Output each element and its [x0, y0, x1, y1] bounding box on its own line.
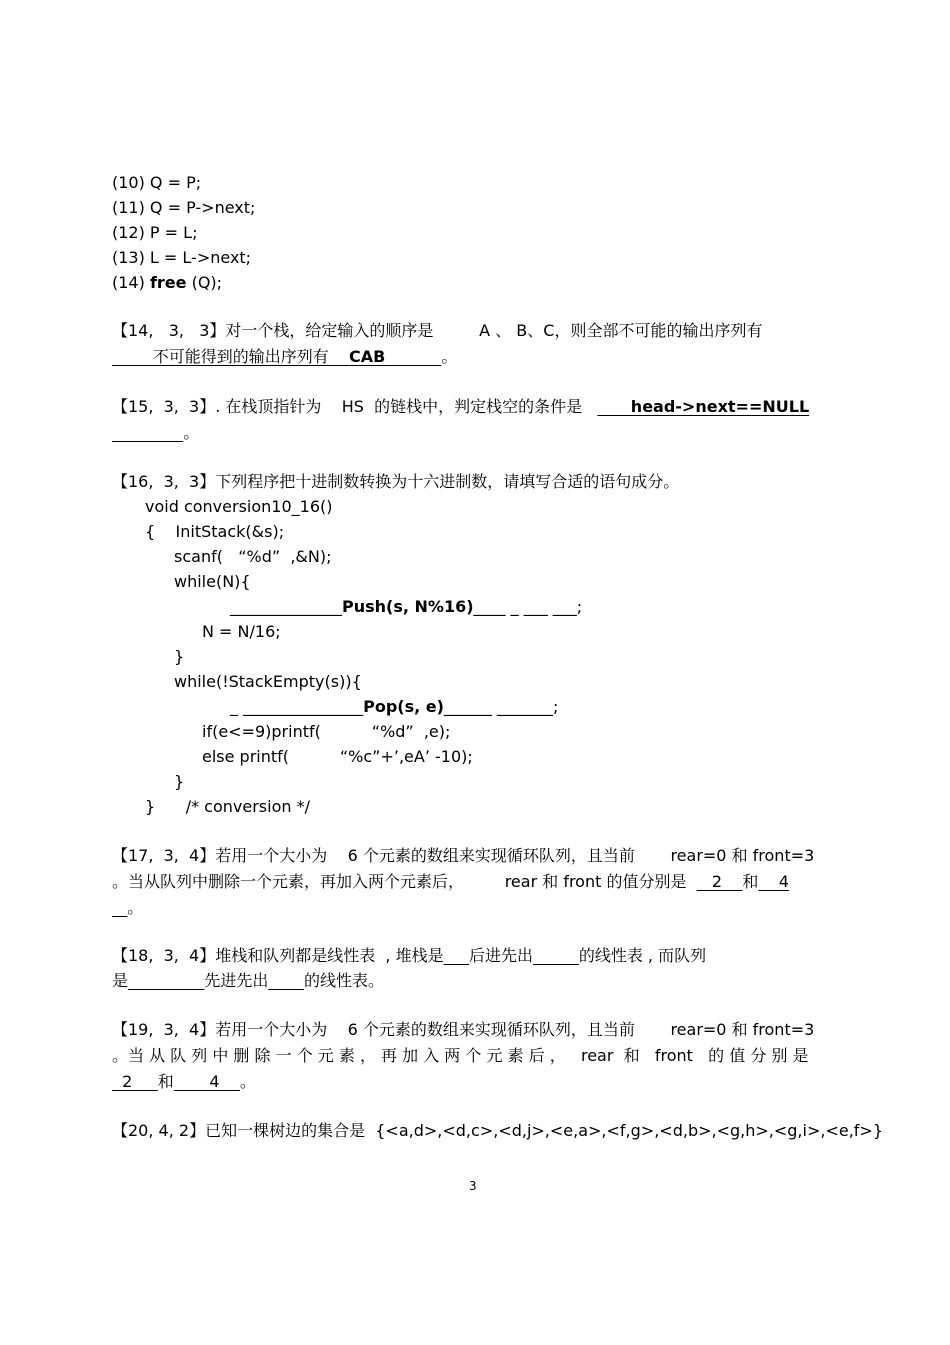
question-18-text-2: 的线性表 , 而队列: [578, 946, 707, 965]
question-19-period: 。: [239, 1072, 256, 1091]
question-18-answer-stack: 后进先出: [469, 946, 534, 965]
question-15-blank: [112, 423, 183, 442]
code-pop-blank-suffix: ______ _______;: [443, 697, 559, 716]
question-18-blank-2b: [268, 971, 304, 990]
question-17-text-2: 。当从队列中删除一个元素，再加入两个元素后， rear 和 front 的值分别是: [112, 872, 697, 891]
question-17-answer-front: 4: [758, 872, 789, 891]
question-14-answer: CAB: [349, 347, 386, 366]
code-push-line: [230, 596, 582, 618]
question-14-period: 。: [441, 347, 458, 366]
code-line-10: (10) Q = P;: [112, 173, 202, 192]
code-func-signature: void conversion10_16(): [145, 497, 333, 516]
code-if-printf: if(e<=9)printf( “%d” ,e);: [202, 722, 451, 741]
question-15-answer: head->next==NULL: [597, 397, 810, 416]
code-pop-line: [230, 696, 558, 718]
question-16-text: 【16, 3, 3】下列程序把十进制数转换为十六进制数，请填写合适的语句成分。: [112, 472, 680, 491]
question-17-text: 【17, 3, 4】若用一个大小为 6 个元素的数组来实现循环队列，且当前 rear=0 和 front=3: [112, 846, 815, 865]
code-scanf: scanf( “%d” ,&N);: [174, 547, 332, 566]
page-number: 3: [469, 1179, 477, 1193]
code-push-blank-prefix: ______________: [230, 597, 342, 616]
question-18-answer-queue: 先进先出: [204, 971, 269, 990]
question-17-blank-tail: [112, 898, 127, 917]
question-14-answer-line: [112, 346, 457, 368]
code-end-comment: } /* conversion */: [145, 797, 310, 816]
question-14-answer-blank: [112, 347, 441, 366]
code-push-blank-suffix: ____ _ ___ ___;: [473, 597, 583, 616]
question-17-and: 和: [742, 872, 759, 891]
code-while-n: while(N){: [174, 572, 251, 591]
code-push-answer: Push(s, N%16): [342, 597, 474, 616]
code-line-14-prefix: (14): [112, 273, 150, 292]
code-divide: N = N/16;: [202, 622, 281, 641]
question-19-answer-front: 4: [173, 1072, 240, 1091]
question-17-line-2: [112, 871, 789, 893]
question-15-line: [112, 396, 809, 418]
question-14-answer-prefix: 不可能得到的输出序列有: [112, 347, 350, 366]
code-init-stack: { InitStack(&s);: [145, 522, 285, 541]
question-18-text-3: 是: [112, 971, 129, 990]
code-pop-answer: Pop(s, e): [363, 697, 444, 716]
code-line-14-suffix: (Q);: [186, 273, 223, 292]
question-17-answer-rear: 2: [696, 872, 743, 891]
code-else-printf: else printf( “%c”+’,eA’ -10);: [202, 747, 473, 766]
question-19-answer-rear: 2: [112, 1072, 158, 1091]
question-18-line-1: [112, 945, 706, 967]
code-line-11: (11) Q = P->next;: [112, 198, 256, 217]
question-19-line-3: [112, 1071, 256, 1093]
code-line-13: (13) L = L->next;: [112, 248, 252, 267]
question-19-and: 和: [157, 1072, 174, 1091]
question-18-text-4: 的线性表。: [303, 971, 384, 990]
question-19-text: 【19, 3, 4】若用一个大小为 6 个元素的数组来实现循环队列，且当前 rear=0 和 front=3: [112, 1020, 815, 1039]
question-18-text: 【18, 3, 4】堆栈和队列都是线性表 , 堆栈是: [112, 946, 444, 965]
question-18-blank-2a: [128, 971, 204, 990]
question-18-line-2: [112, 970, 384, 992]
question-15-period: 。: [183, 423, 200, 442]
question-14-text: 【14, 3, 3】对一个栈，给定输入的顺序是 A 、 B、C，则全部不可能的输出序列有: [112, 321, 763, 340]
code-close-brace-2: }: [174, 772, 185, 791]
question-19-text-2: 。当 从 队 列 中 删 除 一 个 元 素 ， 再 加 入 两 个 元 素 后 ， rear 和 front 的 值 分 别 是: [112, 1046, 809, 1065]
code-close-brace-1: }: [174, 647, 185, 666]
question-20-text: 【20, 4, 2】已知一棵树边的集合是 {<a,d>,<d,c>,<d,j>,<e,a>,<f,g>,<d,b>,<g,h>,<g,i>,<e,f>}: [112, 1121, 884, 1140]
question-17-line-3: [112, 897, 143, 919]
question-17-period: 。: [127, 898, 144, 917]
question-15-continuation: [112, 422, 199, 444]
question-18-blank-1a: [444, 946, 469, 965]
question-18-blank-1b: [533, 946, 579, 965]
code-line-14: [112, 272, 222, 294]
code-while-not-empty: while(!StackEmpty(s)){: [174, 672, 362, 691]
question-14-answer-suffix: [385, 347, 441, 366]
code-line-12: (12) P = L;: [112, 223, 198, 242]
code-keyword-free: free: [149, 273, 187, 292]
question-15-text: 【15, 3, 3】. 在栈顶指针为 HS 的链栈中，判定栈空的条件是: [112, 397, 598, 416]
code-pop-blank-prefix: _ _______________: [230, 697, 364, 716]
